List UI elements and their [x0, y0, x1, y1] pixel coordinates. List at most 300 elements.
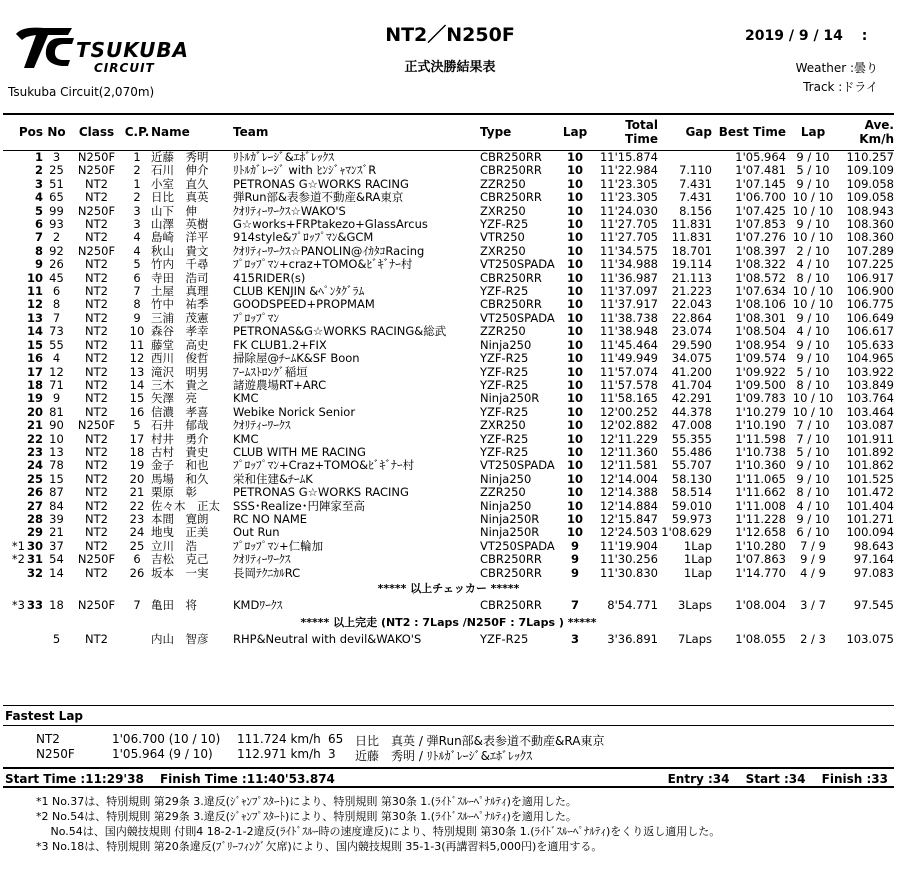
- table-row: [3, 366, 894, 379]
- entry-counts: Entry :34 Start :34 Finish :33: [667, 772, 888, 786]
- cell-name: 亀田 将: [151, 597, 197, 612]
- cell-type: VT250SPADA: [480, 459, 555, 473]
- cell-ave: 98.643: [853, 539, 894, 553]
- cell-mark: [3, 631, 25, 648]
- cell-total: 11'38.948: [599, 325, 658, 339]
- cell-ave: 105.633: [846, 338, 894, 352]
- cell-no: 81: [49, 405, 64, 419]
- cell-pos: 12: [26, 298, 43, 312]
- cell-pos: 17: [26, 365, 43, 379]
- cell-cp: 5: [133, 419, 141, 433]
- cell-team: RC NO NAME: [233, 512, 308, 526]
- col-best-time: Best Time: [712, 114, 786, 151]
- table-row: [3, 486, 894, 499]
- cell-no: 5: [52, 631, 61, 646]
- cell-name: 島崎 洋平: [151, 231, 209, 245]
- cell-best: 1'07.481: [735, 164, 786, 178]
- cell-name: 石川 伸介: [151, 164, 209, 178]
- cell-gap: 1Lap: [683, 566, 712, 580]
- cell-best: 1'07.863: [735, 553, 786, 567]
- cell-pos: 6: [34, 218, 43, 232]
- cell-name: 秋山 貴文: [151, 244, 209, 258]
- cell-lap: 10: [566, 352, 583, 366]
- cell-lap: 10: [566, 218, 583, 232]
- cell-ave: 106.617: [846, 325, 894, 339]
- cell-team: CLUB WITH ME RACING: [233, 445, 366, 459]
- cell-gap: 19.114: [671, 258, 712, 272]
- cell-ave: 101.911: [846, 432, 894, 446]
- cell-lap: 10: [566, 204, 583, 218]
- cell-lap: 10: [566, 378, 583, 392]
- cell-lap: 10: [566, 432, 583, 446]
- cell-name: 立川 浩: [151, 539, 197, 553]
- cell-type: CBR250RR: [480, 566, 542, 580]
- cell-lap: 9: [570, 566, 579, 580]
- cell-mark: [3, 218, 25, 231]
- cell-total: 11'30.830: [599, 566, 658, 580]
- cell-cls: NT2: [85, 459, 108, 473]
- cell-gap: 22.864: [671, 311, 712, 325]
- cell-best: 1'09.922: [735, 365, 786, 379]
- cell-type: VT250SPADA: [480, 258, 555, 272]
- cell-team: RHP&Neutral with devil&WAKO'S: [233, 631, 422, 646]
- cell-no: 39: [49, 512, 64, 526]
- cell-gap: 55.707: [671, 459, 712, 473]
- fastest-lap-no: 3: [328, 747, 336, 761]
- cell-name: 藤堂 高史: [151, 338, 209, 352]
- cell-ave: 103.075: [846, 631, 894, 646]
- cell-name: 本間 寛朗: [151, 512, 209, 526]
- cell-mark: [3, 446, 25, 459]
- cell-type: Ninja250: [480, 499, 532, 513]
- cell-total: 12'15.847: [599, 512, 658, 526]
- cell-name: 佐々木 正太: [151, 499, 220, 513]
- cell-best: 1'07.634: [735, 285, 786, 299]
- cell-blap: 2 / 10: [796, 244, 830, 258]
- cell-lap: 10: [566, 472, 583, 486]
- cell-cls: NT2: [85, 392, 108, 406]
- cell-gap: 55.486: [671, 445, 712, 459]
- cell-type: ZZR250: [480, 325, 526, 339]
- cell-name: 馬場 和久: [151, 472, 209, 486]
- cell-no: 92: [49, 244, 64, 258]
- cell-team: FK CLUB1.2+FIX: [233, 338, 327, 352]
- cell-name: 小室 直久: [151, 177, 209, 191]
- cell-cls: N250F: [77, 150, 116, 164]
- cell-blap: 6 / 10: [796, 526, 830, 540]
- cell-blap: 7 / 10: [796, 432, 830, 446]
- cell-total: 11'45.464: [599, 338, 658, 352]
- col-pos: Pos: [3, 114, 43, 151]
- table-row: [3, 459, 894, 472]
- cell-total: 11'37.097: [599, 285, 658, 299]
- cell-cp: 15: [129, 392, 145, 406]
- cell-type: YZF-R25: [480, 365, 529, 379]
- cell-ave: 103.922: [846, 365, 894, 379]
- cell-ave: 109.058: [846, 177, 894, 191]
- cell-pos: 29: [26, 526, 43, 540]
- cell-name: 竹中 祐季: [151, 298, 209, 312]
- table-row: [3, 597, 894, 614]
- cell-cls: NT2: [85, 285, 108, 299]
- cell-mark: [3, 473, 25, 486]
- cell-team: PETRONAS G☆WORKS RACING: [233, 486, 409, 500]
- cell-pos: 8: [34, 244, 43, 258]
- cell-cls: NT2: [85, 311, 108, 325]
- cell-cp: 7: [133, 285, 141, 299]
- cell-blap: 4 / 9: [800, 566, 826, 580]
- cell-cls: NT2: [85, 432, 108, 446]
- cell-team: ｸｵﾘﾃｨｰﾜｰｸｽ: [233, 553, 291, 567]
- cell-no: 73: [49, 325, 64, 339]
- cell-best: 1'09.574: [735, 352, 786, 366]
- cell-ave: 106.917: [846, 271, 894, 285]
- cell-pos: 13: [26, 311, 43, 325]
- cell-mark: *3: [11, 597, 25, 612]
- cell-best: 1'08.397: [735, 244, 786, 258]
- cell-total: 12'00.252: [599, 405, 658, 419]
- cell-cp: 21: [129, 486, 145, 500]
- cell-no: 37: [49, 539, 64, 553]
- table-row: [3, 231, 894, 244]
- cell-best: 1'11.065: [735, 472, 786, 486]
- cell-gap: 7.110: [679, 164, 712, 178]
- cell-ave: 101.862: [846, 459, 894, 473]
- cell-cp: 11: [129, 338, 145, 352]
- cell-type: YZF-R25: [480, 218, 529, 232]
- cell-no: 18: [49, 597, 64, 612]
- cell-team: 諸遊農場RT+ARC: [233, 378, 327, 392]
- cell-lap: 10: [566, 258, 583, 272]
- logo-subtext: CIRCUIT: [94, 61, 155, 75]
- cell-ave: 109.058: [846, 191, 894, 205]
- cell-blap: 9 / 10: [796, 352, 830, 366]
- cell-team: ﾘﾄﾙｶﾞﾚｰｼﾞ with ﾋﾝｼﾞｬﾏﾝｽﾞR: [233, 164, 377, 178]
- table-row: [3, 419, 894, 432]
- cell-type: Ninja250R: [480, 512, 540, 526]
- cell-best: 1'08.954: [735, 338, 786, 352]
- cell-blap: 10 / 10: [792, 204, 834, 218]
- cell-team: PETRONAS&G☆WORKS RACING&総武: [233, 325, 447, 339]
- cell-lap: 10: [566, 512, 583, 526]
- cell-ave: 109.109: [846, 164, 894, 178]
- cell-team: ｸｵﾘﾃｨｰﾜｰｸｽ☆WAKO'S: [233, 204, 346, 218]
- cell-cp: 20: [129, 472, 145, 486]
- table-row: [3, 392, 894, 405]
- cell-gap: 58.130: [671, 472, 712, 486]
- cell-mark: [3, 245, 25, 258]
- col-total-time: Total Time: [590, 114, 658, 151]
- cell-cls: N250F: [77, 244, 116, 258]
- cell-no: 6: [52, 285, 61, 299]
- cell-cp: 23: [129, 512, 145, 526]
- fastest-lap-label: Fastest Lap: [5, 709, 83, 723]
- cell-gap: 47.008: [671, 419, 712, 433]
- cell-blap: 4 / 10: [796, 325, 830, 339]
- cell-team: KMC: [233, 392, 259, 406]
- table-row: [3, 325, 894, 338]
- cell-name: 近藤 秀明: [151, 150, 209, 164]
- cell-best: 1'07.425: [735, 204, 786, 218]
- cell-team: SSS･Realize･円陣家至高: [233, 499, 365, 513]
- cell-cls: NT2: [85, 298, 108, 312]
- cell-team: Out Run: [233, 526, 280, 540]
- col-class: Class: [70, 114, 123, 151]
- cell-blap: 9 / 10: [796, 177, 830, 191]
- cell-pos: 2: [34, 164, 43, 178]
- fastest-lap-speed: 111.724 km/h: [237, 732, 321, 746]
- cell-mark: [3, 312, 25, 325]
- cell-best: 1'11.228: [735, 512, 786, 526]
- cell-ave: 101.271: [846, 512, 894, 526]
- cell-name: 内山 智彦: [151, 631, 209, 646]
- cell-mark: [3, 526, 25, 539]
- cell-ave: 103.464: [846, 405, 894, 419]
- cell-team: 914style&ﾌﾟﾛｯﾌﾟﾏﾝ&GCM: [233, 231, 374, 245]
- cell-gap: 44.378: [671, 405, 712, 419]
- cell-cls: N250F: [77, 204, 116, 218]
- cell-best: 1'08.106: [735, 298, 786, 312]
- cell-mark: [3, 513, 25, 526]
- cell-cls: NT2: [85, 177, 108, 191]
- cell-cls: NT2: [85, 191, 108, 205]
- cell-cls: NT2: [85, 271, 108, 285]
- cell-no: 54: [49, 553, 64, 567]
- cell-name: 金子 和也: [151, 459, 209, 473]
- cell-no: 45: [49, 271, 64, 285]
- cell-team: ｸｵﾘﾃｨｰﾜｰｸｽ: [233, 419, 291, 433]
- cell-cp: 13: [129, 365, 145, 379]
- cell-mark: [3, 151, 25, 165]
- table-row: [3, 567, 894, 580]
- col-gap: Gap: [658, 114, 712, 151]
- cell-mark: [3, 392, 25, 405]
- separator-text: ***** 以上チェッカー *****: [377, 581, 520, 595]
- cell-cls: NT2: [85, 218, 108, 232]
- cell-blap: 10 / 10: [792, 285, 834, 299]
- cell-pos: 18: [26, 378, 43, 392]
- cell-no: 2: [52, 231, 61, 245]
- cell-lap: 10: [566, 526, 583, 540]
- table-row: [3, 205, 894, 218]
- cell-best: 1'11.662: [735, 486, 786, 500]
- cell-name: 寺田 浩司: [151, 271, 209, 285]
- separator-text: ***** 以上完走 (NT2 : 7Laps /N250F : 7Laps ) *****: [300, 615, 597, 629]
- cell-best: 1'11.008: [735, 499, 786, 513]
- cell-blap: 9 / 10: [796, 150, 830, 164]
- cell-no: 3: [52, 150, 61, 164]
- race-date: 2019 / 9 / 14 :: [745, 28, 868, 44]
- cell-gap: 21.113: [671, 271, 712, 285]
- cell-cp: 2: [133, 191, 141, 205]
- table-row: [3, 473, 894, 486]
- cell-pos: 14: [26, 325, 43, 339]
- cell-name: 吉松 克己: [151, 553, 209, 567]
- cell-cls: NT2: [85, 231, 108, 245]
- cell-name: 土屋 真理: [151, 285, 209, 299]
- cell-lap: 10: [566, 244, 583, 258]
- cell-gap: 59.973: [671, 512, 712, 526]
- cell-ave: 97.083: [853, 566, 894, 580]
- cell-type: YZF-R25: [480, 432, 529, 446]
- cell-cp: 26: [129, 566, 145, 580]
- cell-gap: 58.514: [671, 486, 712, 500]
- note-line: *3 No.18は、特別規則 第20条違反(ﾌﾞﾘｰﾌｨﾝｸﾞ欠席)により、国内競技規則 35-1-3(再講習料5,000円)を適用する。: [36, 840, 603, 853]
- cell-no: 15: [49, 472, 64, 486]
- cell-cls: NT2: [85, 526, 108, 540]
- cell-mark: [3, 379, 25, 392]
- cell-type: YZF-R25: [480, 405, 529, 419]
- cell-total: 11'58.165: [599, 392, 658, 406]
- cell-mark: [3, 459, 25, 472]
- cell-cp: 14: [129, 378, 145, 392]
- cell-team: 掃除屋@ﾁｰﾑK&SF Boon: [233, 352, 360, 366]
- fastest-lap-speed: 112.971 km/h: [237, 747, 321, 761]
- cell-cls: NT2: [85, 512, 108, 526]
- cell-best: 1'08.004: [735, 597, 786, 612]
- page-subtitle: 正式決勝結果表: [404, 60, 496, 75]
- track-condition: Track :ドライ: [803, 80, 878, 94]
- col-team: Team: [227, 114, 480, 151]
- table-row: [3, 258, 894, 271]
- cell-team: ﾌﾟﾛｯﾌﾟﾏﾝ+craz+TOMO&ﾋﾞｷﾞﾅｰ村: [233, 258, 413, 272]
- cell-lap: 10: [566, 338, 583, 352]
- cell-team: KMDﾜｰｸｽ: [233, 597, 283, 612]
- cell-gap: 21.223: [671, 285, 712, 299]
- cell-mark: [3, 567, 25, 580]
- cell-best: 1'10.190: [735, 419, 786, 433]
- table-row: [3, 540, 894, 553]
- cell-gap: 7.431: [679, 177, 712, 191]
- cell-gap: 42.291: [671, 392, 712, 406]
- cell-cp: 7: [133, 597, 141, 612]
- cell-best: 1'08.504: [735, 325, 786, 339]
- table-row: [3, 406, 894, 419]
- cell-cls: NT2: [85, 472, 108, 486]
- cell-total: 12'14.004: [599, 472, 658, 486]
- cell-blap: 9 / 10: [796, 218, 830, 232]
- cell-ave: 108.360: [846, 218, 894, 232]
- cell-blap: 5 / 10: [796, 365, 830, 379]
- cell-blap: 10 / 10: [792, 231, 834, 245]
- table-row: [3, 526, 894, 539]
- cell-mark: [3, 205, 25, 218]
- cell-mark: [3, 366, 25, 379]
- cell-gap: 11.831: [671, 231, 712, 245]
- table-row: [3, 553, 894, 566]
- col-kmh-label: Km/h: [859, 132, 894, 146]
- cell-total: 11'34.575: [599, 244, 658, 258]
- cell-total: 11'23.305: [599, 177, 658, 191]
- cell-lap: 10: [566, 271, 583, 285]
- cell-team: 415RIDER(s): [233, 271, 306, 285]
- table-header-row: [3, 114, 894, 151]
- cell-blap: 8 / 10: [796, 378, 830, 392]
- cell-gap: 59.010: [671, 499, 712, 513]
- cell-total: 12'24.503: [599, 526, 658, 540]
- cell-ave: 106.775: [846, 298, 894, 312]
- cell-mark: [3, 258, 25, 271]
- cell-lap: 10: [566, 325, 583, 339]
- cell-type: ZZR250: [480, 177, 526, 191]
- cell-no: 78: [49, 459, 64, 473]
- cell-no: 14: [49, 566, 64, 580]
- cell-cls: NT2: [85, 258, 108, 272]
- cell-cp: 3: [133, 218, 141, 232]
- cell-best: 1'06.700: [735, 191, 786, 205]
- cell-total: 11'23.305: [599, 191, 658, 205]
- cell-cp: 5: [133, 258, 141, 272]
- cell-lap: 10: [566, 164, 583, 178]
- table-row: [3, 433, 894, 446]
- cell-no: 26: [49, 258, 64, 272]
- cell-cls: NT2: [85, 486, 108, 500]
- cell-lap: 10: [566, 365, 583, 379]
- cell-gap: [658, 151, 712, 165]
- cell-blap: 10 / 10: [792, 392, 834, 406]
- table-row: [3, 164, 894, 177]
- cell-mark: [3, 298, 25, 311]
- cell-type: VT250SPADA: [480, 311, 555, 325]
- cell-name: 滝沢 明男: [151, 365, 209, 379]
- cell-type: ZXR250: [480, 244, 526, 258]
- cell-mark: *2: [11, 553, 25, 567]
- cell-cp: 12: [129, 352, 145, 366]
- cell-cls: N250F: [77, 419, 116, 433]
- cell-total: 11'27.705: [599, 231, 658, 245]
- cell-no: 13: [49, 445, 64, 459]
- cell-cls: NT2: [85, 499, 108, 513]
- cell-pos: 23: [26, 445, 43, 459]
- cell-type: CBR250RR: [480, 553, 542, 567]
- cell-blap: 7 / 9: [800, 539, 826, 553]
- cell-mark: [3, 352, 25, 365]
- cell-pos: 16: [26, 352, 43, 366]
- cell-team: Webike Norick Senior: [233, 405, 356, 419]
- cell-type: Ninja250R: [480, 526, 540, 540]
- cell-pos: 11: [26, 285, 43, 299]
- note-line: No.54は、国内競技規則 付則4 18-2-1-2違反(ﾗｲﾄﾞｽﾙｰ時の速度違反)により、特別規則 第30条 1.(ﾗｲﾄﾞｽﾙｰﾍﾟﾅﾙﾃｨ)をくり返し適用した。: [36, 825, 721, 838]
- cell-team: KMC: [233, 432, 259, 446]
- cell-cls: NT2: [85, 378, 108, 392]
- cell-name: 森谷 孝幸: [151, 325, 209, 339]
- fastest-lap-no: 65: [328, 732, 344, 746]
- cell-pos: 21: [26, 419, 43, 433]
- cell-type: CBR250RR: [480, 164, 542, 178]
- cell-no: 99: [49, 204, 64, 218]
- cell-pos: 22: [26, 432, 43, 446]
- cell-cp: 4: [133, 244, 141, 258]
- cell-pos: 3: [34, 177, 43, 191]
- cell-type: CBR250RR: [480, 597, 542, 612]
- cell-pos: 32: [26, 566, 43, 580]
- start-finish-times: Start Time :11:29'38 Finish Time :11:40'53.874: [5, 772, 335, 786]
- cell-blap: 9 / 10: [796, 311, 830, 325]
- footer-rule-bottom: [3, 786, 894, 788]
- cell-cls: NT2: [85, 445, 108, 459]
- cell-total: 8'54.771: [607, 597, 658, 612]
- cell-name: 三木 貴之: [151, 378, 209, 392]
- cell-ave: 106.649: [846, 311, 894, 325]
- cell-blap: 9 / 10: [796, 472, 830, 486]
- cell-ave: 101.404: [846, 499, 894, 513]
- cell-lap: 10: [566, 392, 583, 406]
- cell-total: 3'36.891: [607, 631, 658, 646]
- cell-ave: 101.472: [846, 486, 894, 500]
- cell-mark: [3, 419, 25, 432]
- cell-name: 三浦 茂憲: [151, 311, 209, 325]
- cell-type: ZZR250: [480, 486, 526, 500]
